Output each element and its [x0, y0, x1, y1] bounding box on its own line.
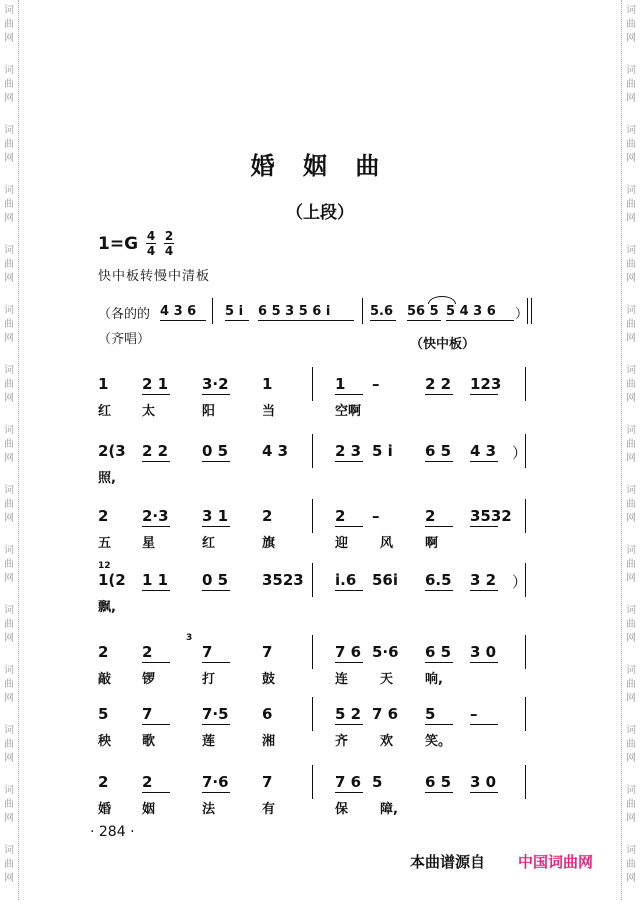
watermark-group [624, 4, 638, 64]
beam-underline [425, 394, 453, 395]
watermark-char: 曲 [626, 559, 636, 570]
watermark-group [2, 544, 16, 604]
beam-underline [470, 792, 498, 793]
note-group: i.6 [335, 571, 357, 589]
note-group: 3532 [470, 507, 512, 525]
watermark-char: 词 [4, 545, 14, 556]
note-group: 7 6 [372, 705, 399, 723]
watermark-char: 曲 [626, 859, 636, 870]
lyric-syllable: 湘 [262, 734, 276, 749]
intro-notes: 4 3 6 [160, 304, 197, 319]
note-group: 0 5 [202, 571, 229, 589]
note-group: 1 [335, 375, 346, 393]
barline [525, 434, 526, 468]
watermark-group [2, 4, 16, 64]
intro-notes: 6 5 3 5 6 i [258, 304, 331, 319]
watermark-char: 网 [626, 753, 636, 764]
time-signature-2 [164, 230, 174, 257]
watermark-char: 网 [4, 513, 14, 524]
beam-underline [202, 724, 230, 725]
barline [312, 499, 313, 533]
lyric-syllable: 欢 [380, 734, 394, 749]
note-group: 123 [470, 375, 502, 393]
watermark-char: 词 [4, 845, 14, 856]
note-group: 1 [262, 375, 273, 393]
watermark-char: 词 [626, 425, 636, 436]
beam-underline [335, 792, 363, 793]
source-note: 本曲谱源自 [410, 853, 486, 871]
key-label: 1=G [98, 233, 139, 254]
watermark-char: 曲 [4, 79, 14, 90]
watermark-group [2, 64, 16, 124]
lyric-syllable: 锣 [142, 672, 156, 687]
watermark-char: 网 [626, 33, 636, 44]
watermark-char: 词 [4, 125, 14, 136]
beam-underline [425, 461, 453, 462]
watermark-char: 曲 [626, 799, 636, 810]
watermark-char: 词 [626, 725, 636, 736]
note-group: 7·5 [202, 705, 229, 723]
barline [312, 765, 313, 799]
watermark-char: 曲 [626, 199, 636, 210]
note-group: 4 3 [262, 442, 289, 460]
beam-underline [335, 662, 363, 663]
note-group: 2 [98, 507, 109, 525]
beam-underline [202, 792, 230, 793]
beam-underline [202, 461, 230, 462]
watermark-char: 词 [4, 185, 14, 196]
watermark-char: 网 [626, 93, 636, 104]
note-group: 2 [98, 773, 109, 791]
watermark-char: 曲 [4, 739, 14, 750]
lyric-syllable: 天 [380, 672, 394, 687]
note-group: 2 [262, 507, 273, 525]
lyric-syllable: 秧 [98, 734, 112, 749]
lyric-syllable: 红 [98, 404, 112, 419]
intro-notes: 5.6 [370, 304, 394, 319]
watermark-char: 曲 [4, 19, 14, 30]
beam-underline [142, 792, 170, 793]
note-group: 1 1 [142, 571, 169, 589]
note-group: 2 [142, 773, 153, 791]
lyric-syllable: 有 [262, 802, 276, 817]
watermark-char: 词 [626, 305, 636, 316]
barline [525, 367, 526, 401]
barline [525, 635, 526, 669]
watermark-char: 曲 [4, 559, 14, 570]
watermark-char: 词 [4, 365, 14, 376]
meter-bottom: 4 [164, 244, 174, 258]
watermark-char: 曲 [4, 379, 14, 390]
watermark-char: 网 [4, 393, 14, 404]
beam-underline [335, 526, 363, 527]
barline [312, 563, 313, 597]
watermark-char: 曲 [626, 19, 636, 30]
lyric-syllable: 鼓 [262, 672, 276, 687]
watermark-char: 网 [4, 873, 14, 884]
lyric-syllable: 迎 [335, 536, 349, 551]
watermark-group [624, 664, 638, 724]
time-signature-1 [146, 230, 156, 257]
watermark-char: 曲 [626, 319, 636, 330]
note-group: 5·6 [372, 643, 399, 661]
note-group: 4 3 [470, 442, 497, 460]
lyric-syllable: 太 [142, 404, 156, 419]
intro-notes: 5 i [225, 304, 244, 319]
beam-underline [142, 590, 170, 591]
watermark-char: 词 [626, 545, 636, 556]
watermark-char: 网 [4, 153, 14, 164]
note-group: 56i [372, 571, 399, 589]
lyric-syllable: 齐 [335, 734, 349, 749]
watermark-char: 网 [4, 213, 14, 224]
watermark-char: 曲 [4, 679, 14, 690]
watermark-char: 曲 [4, 199, 14, 210]
barline [312, 697, 313, 731]
lyric-syllable: 照, [98, 471, 116, 486]
watermark-char: 曲 [4, 859, 14, 870]
watermark-group [624, 724, 638, 784]
beam-underline [425, 792, 453, 793]
watermark-column-left [2, 4, 16, 904]
watermark-char: 曲 [4, 319, 14, 330]
beam-underline [425, 526, 453, 527]
note-group: 3·2 [202, 375, 229, 393]
note-group: 7 6 [335, 773, 362, 791]
intro-close: ） [515, 307, 529, 322]
note-group: 3 2 [470, 571, 497, 589]
watermark-char: 曲 [626, 499, 636, 510]
note-group: 2·3 [142, 507, 169, 525]
watermark-group [624, 484, 638, 544]
watermark-group [624, 544, 638, 604]
note-group: 0 5 [202, 442, 229, 460]
watermark-char: 曲 [626, 439, 636, 450]
beam-underline [470, 724, 498, 725]
lyric-syllable: 阳 [202, 404, 216, 419]
beam-underline [425, 724, 453, 725]
note-group: 6.5 [425, 571, 452, 589]
note-group: 3523 [262, 571, 304, 589]
watermark-char: 词 [4, 5, 14, 16]
watermark-char: 网 [626, 813, 636, 824]
lyric-syllable: 婚 [98, 802, 112, 817]
note-group: 3 0 [470, 773, 497, 791]
key-signature [98, 230, 174, 257]
grace-note: 12 [98, 561, 111, 571]
barline [312, 434, 313, 468]
meter-top: 4 [146, 229, 156, 243]
song-title: 婚 姻 曲 [250, 152, 390, 180]
beam-underline [470, 394, 498, 395]
watermark-char: 网 [4, 453, 14, 464]
lyric-syllable: 笑。 [425, 734, 452, 749]
watermark-char: 词 [626, 605, 636, 616]
note-group: 2 [425, 507, 436, 525]
note-group: 1 [98, 375, 109, 393]
watermark-char: 网 [4, 273, 14, 284]
watermark-char: 词 [4, 785, 14, 796]
watermark-char: 词 [626, 245, 636, 256]
tempo-marking: 快中板转慢中清板 [98, 269, 211, 284]
watermark-char: 网 [626, 213, 636, 224]
watermark-group [2, 244, 16, 304]
watermark-char: 网 [626, 513, 636, 524]
watermark-group [624, 304, 638, 364]
watermark-char: 网 [626, 573, 636, 584]
watermark-char: 网 [4, 573, 14, 584]
note-group: 5 [98, 705, 109, 723]
lyric-syllable: 障, [380, 802, 398, 817]
section-label: （上段） [286, 203, 354, 223]
beam-underline [335, 394, 363, 395]
watermark-group [624, 364, 638, 424]
note-group: 7 [202, 643, 213, 661]
beam-underline [470, 590, 498, 591]
watermark-char: 网 [626, 273, 636, 284]
margin-rule-right [621, 0, 622, 900]
note-group: 2 2 [425, 375, 452, 393]
watermark-char: 词 [4, 425, 14, 436]
note-group: 2 [335, 507, 346, 525]
watermark-char: 网 [626, 453, 636, 464]
lyric-syllable: 当 [262, 404, 276, 419]
chorus-mark: （齐唱） [98, 332, 151, 347]
watermark-char: 词 [626, 5, 636, 16]
watermark-char: 网 [626, 393, 636, 404]
note-group: 7·6 [202, 773, 229, 791]
lyric-syllable: 打 [202, 672, 216, 687]
watermark-char: 曲 [626, 619, 636, 630]
tempo-note: （快中板） [410, 337, 476, 352]
watermark-char: 网 [626, 693, 636, 704]
beam-underline [470, 526, 498, 527]
grace-note: 3 [186, 633, 193, 643]
note-group: 5 [372, 773, 383, 791]
beam-underline [335, 461, 363, 462]
lyric-syllable: 响, [425, 672, 443, 687]
note-group: – [372, 375, 380, 393]
beam-underline [142, 724, 170, 725]
barline [525, 765, 526, 799]
barline [525, 563, 526, 597]
repeat-close: ） [512, 573, 528, 591]
watermark-column-right [624, 4, 638, 904]
note-group: 7 [262, 773, 273, 791]
watermark-char: 曲 [4, 499, 14, 510]
watermark-char: 曲 [4, 799, 14, 810]
note-group: 6 [262, 705, 273, 723]
watermark-char: 网 [626, 633, 636, 644]
watermark-char: 网 [626, 873, 636, 884]
watermark-char: 词 [626, 485, 636, 496]
note-group: 2 1 [142, 375, 169, 393]
meter-top: 2 [164, 229, 174, 243]
watermark-char: 词 [4, 65, 14, 76]
beam-underline [202, 394, 230, 395]
beam-underline [142, 526, 170, 527]
lyric-syllable: 姻 [142, 802, 156, 817]
watermark-char: 网 [4, 33, 14, 44]
meter-bottom: 4 [146, 244, 156, 258]
watermark-group [2, 604, 16, 664]
watermark-char: 词 [4, 605, 14, 616]
note-group: 2 2 [142, 442, 169, 460]
lyric-syllable: 星 [142, 536, 156, 551]
lyric-syllable: 五 [98, 536, 112, 551]
watermark-char: 词 [4, 485, 14, 496]
note-group: – [470, 705, 478, 723]
watermark-char: 词 [626, 785, 636, 796]
watermark-char: 词 [626, 365, 636, 376]
watermark-char: 曲 [626, 259, 636, 270]
source-site: 中国词曲网 [518, 853, 594, 871]
watermark-char: 词 [4, 245, 14, 256]
watermark-char: 曲 [4, 439, 14, 450]
beam-underline [425, 662, 453, 663]
barline [525, 499, 526, 533]
note-group: 3 0 [470, 643, 497, 661]
watermark-group [2, 784, 16, 844]
watermark-group [624, 604, 638, 664]
note-group: 3 1 [202, 507, 229, 525]
lyric-syllable: 空啊 [335, 404, 362, 419]
beam-underline [335, 724, 363, 725]
lyric-syllable: 敲 [98, 672, 112, 687]
lyric-syllable: 法 [202, 802, 216, 817]
beam-underline [335, 590, 363, 591]
margin-rule-left [18, 0, 19, 900]
watermark-char: 词 [4, 725, 14, 736]
note-group: 7 6 [335, 643, 362, 661]
note-group: 5 [425, 705, 436, 723]
lyric-syllable: 歌 [142, 734, 156, 749]
beam-underline [425, 590, 453, 591]
lyric-syllable: 旗 [262, 536, 276, 551]
watermark-char: 曲 [4, 139, 14, 150]
lyric-syllable: 飘, [98, 600, 116, 615]
watermark-char: 词 [626, 665, 636, 676]
note-group: – [372, 507, 380, 525]
watermark-char: 词 [626, 125, 636, 136]
beam-underline [470, 461, 498, 462]
watermark-char: 曲 [4, 619, 14, 630]
watermark-group [2, 364, 16, 424]
note-group: 6 5 [425, 442, 452, 460]
barline [525, 697, 526, 731]
beam-underline [470, 662, 498, 663]
beam-underline [142, 461, 170, 462]
watermark-char: 曲 [626, 139, 636, 150]
repeat-close: ） [512, 444, 528, 462]
watermark-char: 网 [4, 693, 14, 704]
watermark-group [2, 664, 16, 724]
beam-underline [202, 526, 230, 527]
note-group: 6 5 [425, 643, 452, 661]
watermark-char: 词 [626, 185, 636, 196]
watermark-group [624, 244, 638, 304]
watermark-char: 网 [4, 333, 14, 344]
watermark-group [624, 424, 638, 484]
note-group: 5 2 [335, 705, 362, 723]
barline [312, 367, 313, 401]
watermark-char: 网 [626, 333, 636, 344]
note-group: 2 [98, 643, 109, 661]
intro-notes: 5 4 3 6 [446, 304, 496, 319]
note-group: 7 [142, 705, 153, 723]
page-number: · 284 · [90, 824, 135, 840]
watermark-char: 曲 [626, 739, 636, 750]
lyric-syllable: 红 [202, 536, 216, 551]
watermark-group [624, 844, 638, 904]
note-group: 6 5 [425, 773, 452, 791]
watermark-char: 词 [4, 305, 14, 316]
watermark-char: 词 [626, 845, 636, 856]
barline [312, 635, 313, 669]
watermark-char: 曲 [626, 379, 636, 390]
note-group: 5 i [372, 442, 393, 460]
beam-underline [142, 662, 170, 663]
watermark-group [624, 784, 638, 844]
lyric-syllable: 连 [335, 672, 349, 687]
watermark-char: 曲 [626, 679, 636, 690]
watermark-group [2, 724, 16, 784]
watermark-char: 网 [4, 93, 14, 104]
watermark-group [2, 484, 16, 544]
watermark-group [2, 424, 16, 484]
watermark-char: 网 [4, 633, 14, 644]
lyric-syllable: 莲 [202, 734, 216, 749]
beam-underline [202, 590, 230, 591]
note-group: 2 [142, 643, 153, 661]
intro-notes: 56 5 [407, 304, 439, 319]
note-group: 1(2 [98, 571, 126, 589]
beam-underline [202, 662, 230, 663]
watermark-char: 曲 [4, 259, 14, 270]
lyric-syllable: 保 [335, 802, 349, 817]
watermark-group [2, 304, 16, 364]
beam-underline [142, 394, 170, 395]
watermark-char: 网 [4, 813, 14, 824]
watermark-char: 网 [4, 753, 14, 764]
lyric-syllable: 风 [380, 536, 394, 551]
spoken-text: （各的的 [98, 307, 151, 322]
watermark-char: 曲 [626, 79, 636, 90]
watermark-char: 词 [4, 665, 14, 676]
watermark-group [624, 64, 638, 124]
note-group: 2(3 [98, 442, 126, 460]
watermark-char: 网 [626, 153, 636, 164]
watermark-char: 词 [626, 65, 636, 76]
watermark-group [2, 844, 16, 904]
lyric-syllable: 啊 [425, 536, 439, 551]
note-group: 7 [262, 643, 273, 661]
note-group: 2 3 [335, 442, 362, 460]
